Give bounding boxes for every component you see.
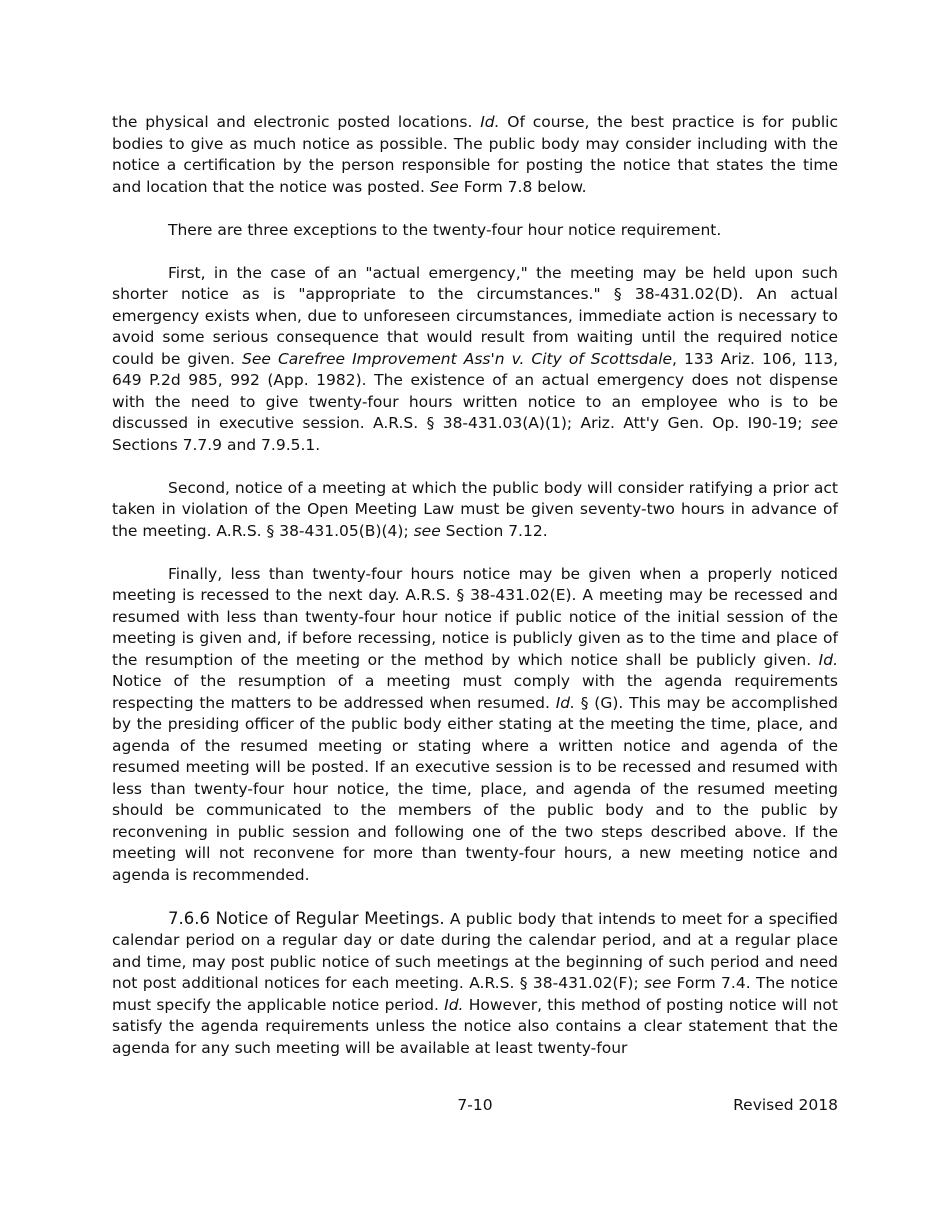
citation-italic: See	[429, 177, 459, 196]
text-run: Finally, less than twenty-four hours notice may be given when a properly noticed meeting is recessed to the next day. A.R.S. § 38-431.02(E). A meeting may be recessed and resumed with less than twenty-four hour notice if public notice of the initial session of the meeting is given and, if before recessing, notice is publicly given as to the time and place of the resumption of the meeting or the method by which notice shall be publicly given.	[112, 564, 838, 669]
text-run: Form 7.8 below.	[458, 177, 587, 196]
citation-italic: Id.	[444, 995, 464, 1014]
text-run: Of course, the best practice is for public bodies to give as much notice as possible. The public body may consider including with the notice a certification by the person responsible for posting the notice that states the time and location that the notice was posted.	[112, 113, 838, 196]
citation-italic: See Carefree Improvement Ass'n v. City of Scottsdale	[242, 349, 673, 368]
page-number: 7-10	[457, 1096, 493, 1114]
text-run: There are three exceptions to the twenty-four hour notice requirement.	[168, 220, 722, 239]
revision-date: Revised 2018	[733, 1096, 838, 1114]
paragraph-3	[112, 263, 838, 457]
page-footer	[112, 1096, 838, 1118]
section-heading: 7.6.6 Notice of Regular Meetings.	[168, 908, 445, 928]
citation-italic: see	[644, 974, 672, 992]
citation-italic: Id.	[818, 650, 838, 669]
citation-italic: Id.	[480, 113, 500, 131]
citation-italic: see	[810, 414, 838, 432]
text-run: , 133 Ariz. 106, 113, 649 P.2d 985, 992 (App. 1982). The existence of an actual emergency does not dispense with the need to give twenty-four hours written notice to an employee who is to be discussed in executive session. A.R.S. § 38-431.03(A)(1); Ariz. Att'y Gen. Op. I90-19;	[112, 349, 838, 432]
text-run: A public body that intends to meet for a specified calendar period on a regular day or date during the calendar period, and at a regular place and time, may post public notice of such meetings at the beginning of such period and need not post additional notices for each meeting. A.R.S. § 38-431.02(F);	[112, 909, 838, 992]
text-run: However, this method of posting notice will not satisfy the agenda requirements unless the notice also contains a clear statement that the agenda for any such meeting will be available at least twenty-four	[112, 995, 838, 1057]
text-run: § (G). This may be accomplished by the presiding officer of the public body either stating at the meeting the time, place, and agenda of the resumed meeting or stating where a written notice and agenda of the resumed meeting will be posted. If an executive session is to be recessed and resumed with less than twenty-four hour notice, the time, place, and agenda of the resumed meeting should be communicated to the members of the public body and to the public by reconvening in public session and following one of the two steps described above. If the meeting will not reconvene for more than twenty-four hours, a new meeting notice and agenda is recommended.	[112, 693, 838, 884]
text-run: Section 7.12.	[440, 521, 548, 540]
citation-italic: Id.	[555, 693, 576, 712]
text-run: the physical and electronic posted locations.	[112, 113, 481, 131]
text-run: Form 7.4. The notice must specify the applicable notice period.	[112, 974, 838, 1014]
document-body	[112, 112, 838, 1059]
paragraph-6	[112, 908, 838, 1060]
citation-italic: see	[413, 521, 441, 540]
paragraph-1	[112, 112, 838, 198]
text-run: First, in the case of an "actual emergency," the meeting may be held upon such shorter notice as is "appropriate to the circumstances." § 38-431.02(D). An actual emergency exists when, due to unforeseen circumstances, immediate action is necessary to avoid some serious consequence that would result from waiting until the required notice could be given.	[112, 263, 838, 368]
paragraph-5	[112, 564, 838, 887]
paragraph-4	[112, 478, 838, 543]
paragraph-2	[112, 220, 838, 242]
text-run: Notice of the resumption of a meeting must comply with the agenda requirements respecting the matters to be addressed when resumed.	[112, 672, 838, 712]
text-run: Sections 7.7.9 and 7.9.5.1.	[112, 435, 321, 454]
text-run: Second, notice of a meeting at which the public body will consider ratifying a prior act taken in violation of the Open Meeting Law must be given seventy-two hours in advance of the meeting. A.R.S. § 38-431.05(B)(4);	[112, 478, 838, 540]
